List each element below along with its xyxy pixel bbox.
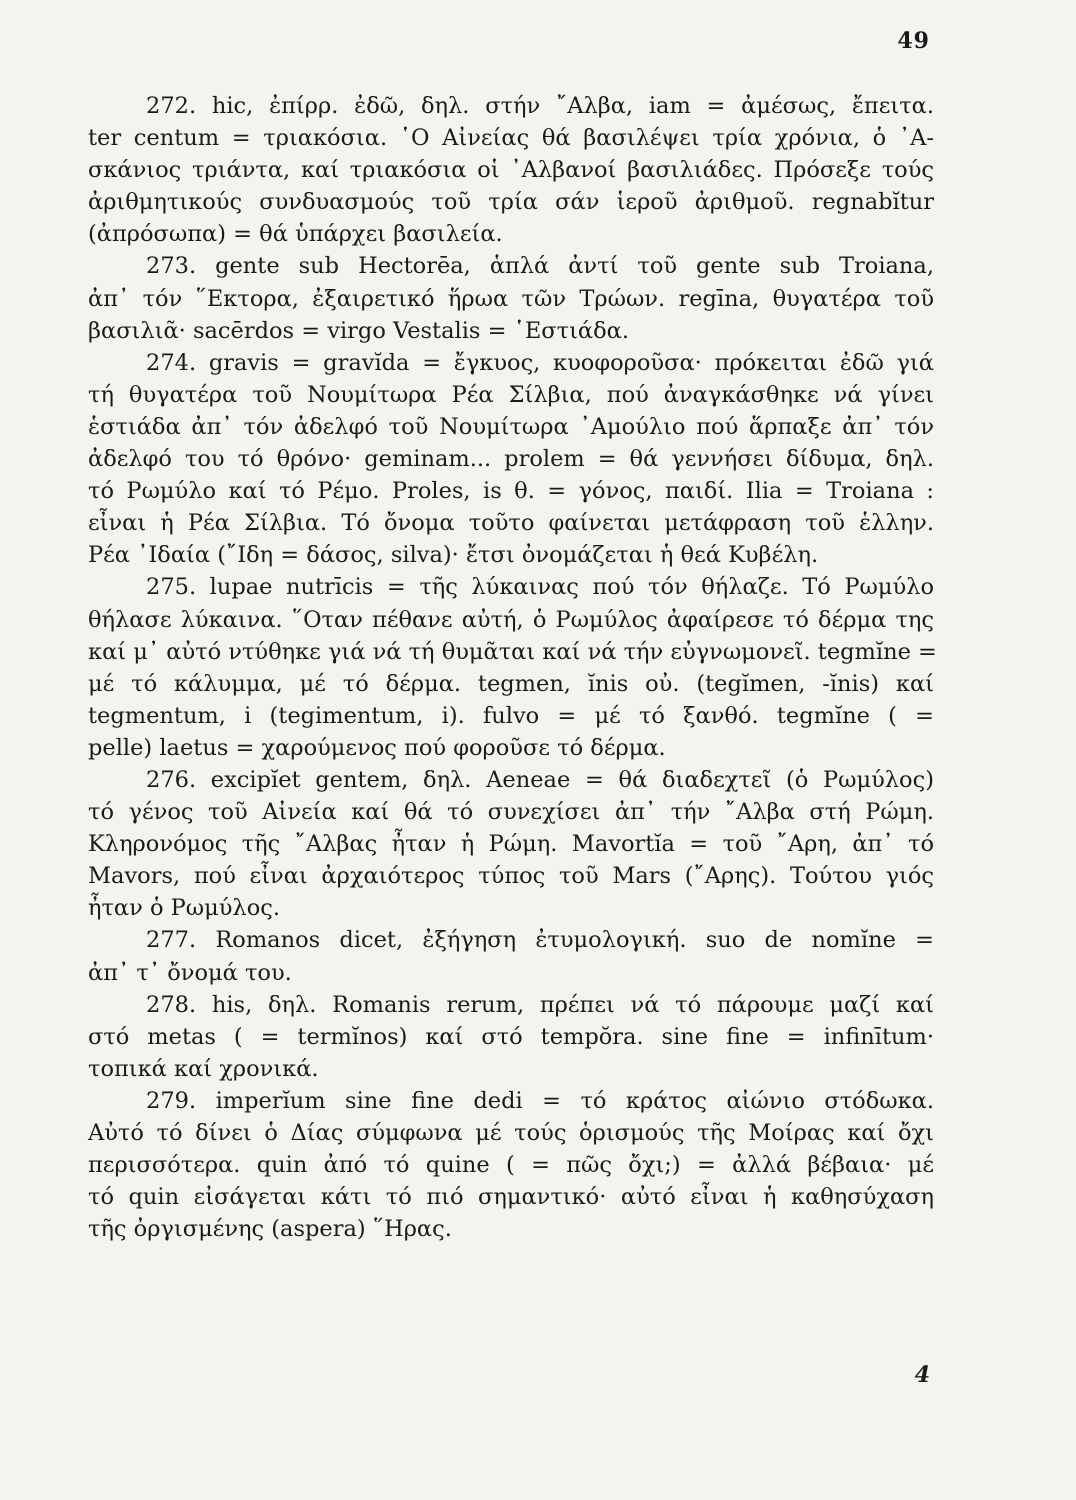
text-line: τό quin εἰσάγεται κάτι τό πιό σημαντικό· αὐτό εἶναι ἡ καθησύχαση (88, 1184, 934, 1211)
paragraph-start-line: 273. gente sub Hectorēa, ἁπλά ἀντί τοῦ gente sub Troiana, (146, 253, 934, 280)
paragraph-start-line: 278. his, δηλ. Romanis rerum, πρέπει νά τό πάρουμε μαζί καί (146, 991, 934, 1018)
text-line: τό Ρωμύλο καί τό Ρέμο. Proles, is θ. = γόνος, παιδί. Ilia = Troiana : (88, 478, 934, 505)
text-line: Mavors, πού εἶναι ἀρχαιότερος τύπος τοῦ Mars (῎Αρης). Τούτου γιός (88, 863, 934, 890)
text-line: εἶναι ἡ Ρέα Σίλβια. Τό ὄνομα τοῦτο φαίνεται μετάφραση τοῦ ἑλλην. (88, 510, 934, 537)
text-line: ἑστιάδα ἀπ᾿ τόν ἀδελφό τοῦ Νουμίτωρα ᾿Αμούλιο πού ἅρπαξε ἀπ᾿ τόν (88, 413, 934, 440)
text-line: καί μ᾿ αὐτό ντύθηκε γιά νά τή θυμᾶται καί νά τήν εὐγνωμονεῖ. tegmĭne = (88, 638, 937, 665)
signature-mark: 4 (914, 1362, 930, 1388)
text-line: θήλασε λύκαινα. ῞Οταν πέθανε αὐτή, ὁ Ρωμύλος ἀφαίρεσε τό δέρμα της (88, 606, 934, 633)
text-line: ἀπ᾿ τόν ῞Εκτορα, ἐξαιρετικό ἥρωα τῶν Τρώων. regīna, θυγατέρα τοῦ (88, 285, 934, 312)
page-number: 49 (897, 28, 930, 54)
text-line: ἀδελφό του τό θρόνο· geminam... prolem = θά γεννήσει δίδυμα, δηλ. (88, 446, 934, 473)
text-line: τοπικά καί χρονικά. (88, 1055, 319, 1082)
text-line: tegmentum, i (tegimentum, i). fulvo = μέ τό ξανθό. tegmĭne ( = (88, 702, 934, 729)
text-line: Αὐτό τό δίνει ὁ Δίας σύμφωνα μέ τούς ὁρισμούς τῆς Μοίρας καί ὄχι (88, 1120, 934, 1146)
text-line: περισσότερα. quin ἀπό τό quine ( = πῶς ὄχι;) = ἀλλά βέβαια· μέ (88, 1152, 934, 1179)
text-line: τῆς ὀργισμένης (aspera) ῞Ηρας. (88, 1216, 452, 1243)
text-line: βασιλιᾶ· sacērdos = virgo Vestalis = ῾Εστιάδα. (88, 317, 629, 344)
text-line: Κληρονόμος τῆς ῎Αλβας ἦταν ἡ Ρώμη. Mavortĭa = τοῦ ῎Αρη, ἀπ᾿ τό (88, 831, 934, 858)
text-line: pelle) laetus = χαρούμενος πού φοροῦσε τό δέρμα. (88, 734, 666, 761)
text-line: τό γένος τοῦ Αἰνεία καί θά τό συνεχίσει ἀπ᾿ τήν ῎Αλβα στή Ρώμη. (88, 799, 934, 826)
commentary-text (88, 90, 937, 1245)
paragraph-start-line: 277. Romanos dicet, ἐξήγηση ἐτυμολογική. suo de nomĭne = (146, 927, 934, 954)
paragraph-start-line: 272. hic, ἐπίρρ. ἐδῶ, δηλ. στήν ῎Αλβα, iam = ἀμέσως, ἔπειτα. (146, 93, 934, 119)
text-line: σκάνιος τριάντα, καί τριακόσια οἱ ᾿Αλβανοί βασιλιάδες. Πρόσεξε τούς (88, 157, 934, 184)
text-line: (ἀπρόσωπα) = θά ὑπάρχει βασιλεία. (88, 221, 503, 248)
text-line: ἀπ᾿ τ᾿ ὄνομά του. (88, 959, 292, 986)
text-line: τή θυγατέρα τοῦ Νουμίτωρα Ρέα Σίλβια, πού ἀναγκάσθηκε νά γίνει (88, 381, 934, 408)
text-line: μέ τό κάλυμμα, μέ τό δέρμα. tegmen, ĭnis οὐ. (tegĭmen, -ĭnis) καί (88, 670, 934, 697)
text-line: Ρέα ᾿Ιδαία (῎Ιδη = δάσος, silva)· ἔτσι ὀνομάζεται ἡ θεά Κυβέλη. (88, 542, 819, 569)
text-line: ter centum = τριακόσια. ῾Ο Αἰνείας θά βασιλέψει τρία χρόνια, ὁ ᾿Α- (88, 125, 934, 152)
paragraph-start-line: 274. gravis = gravĭda = ἔγκυος, κυοφοροῦσα· πρόκειται ἐδῶ γιά (146, 349, 934, 376)
paragraph-start-line: 279. imperĭum sine fine dedi = τό κράτος αἰώνιο στόδωκα. (146, 1087, 934, 1114)
paragraph-start-line: 276. excipĭet gentem, δηλ. Aeneae = θά διαδεχτεῖ (ὁ Ρωμύλος) (146, 766, 934, 793)
text-line: ἀριθμητικούς συνδυασμούς τοῦ τρία σάν ἱεροῦ ἀριθμοῦ. regnabĭtur (88, 189, 934, 216)
text-line: ἦταν ὁ Ρωμύλος. (88, 895, 280, 922)
paragraph-start-line: 275. lupae nutrīcis = τῆς λύκαινας πού τόν θήλαζε. Τό Ρωμύλο (146, 574, 934, 601)
text-line: στό metas ( = termĭnos) καί στό tempŏra. sine fine = infinītum· (88, 1023, 934, 1050)
